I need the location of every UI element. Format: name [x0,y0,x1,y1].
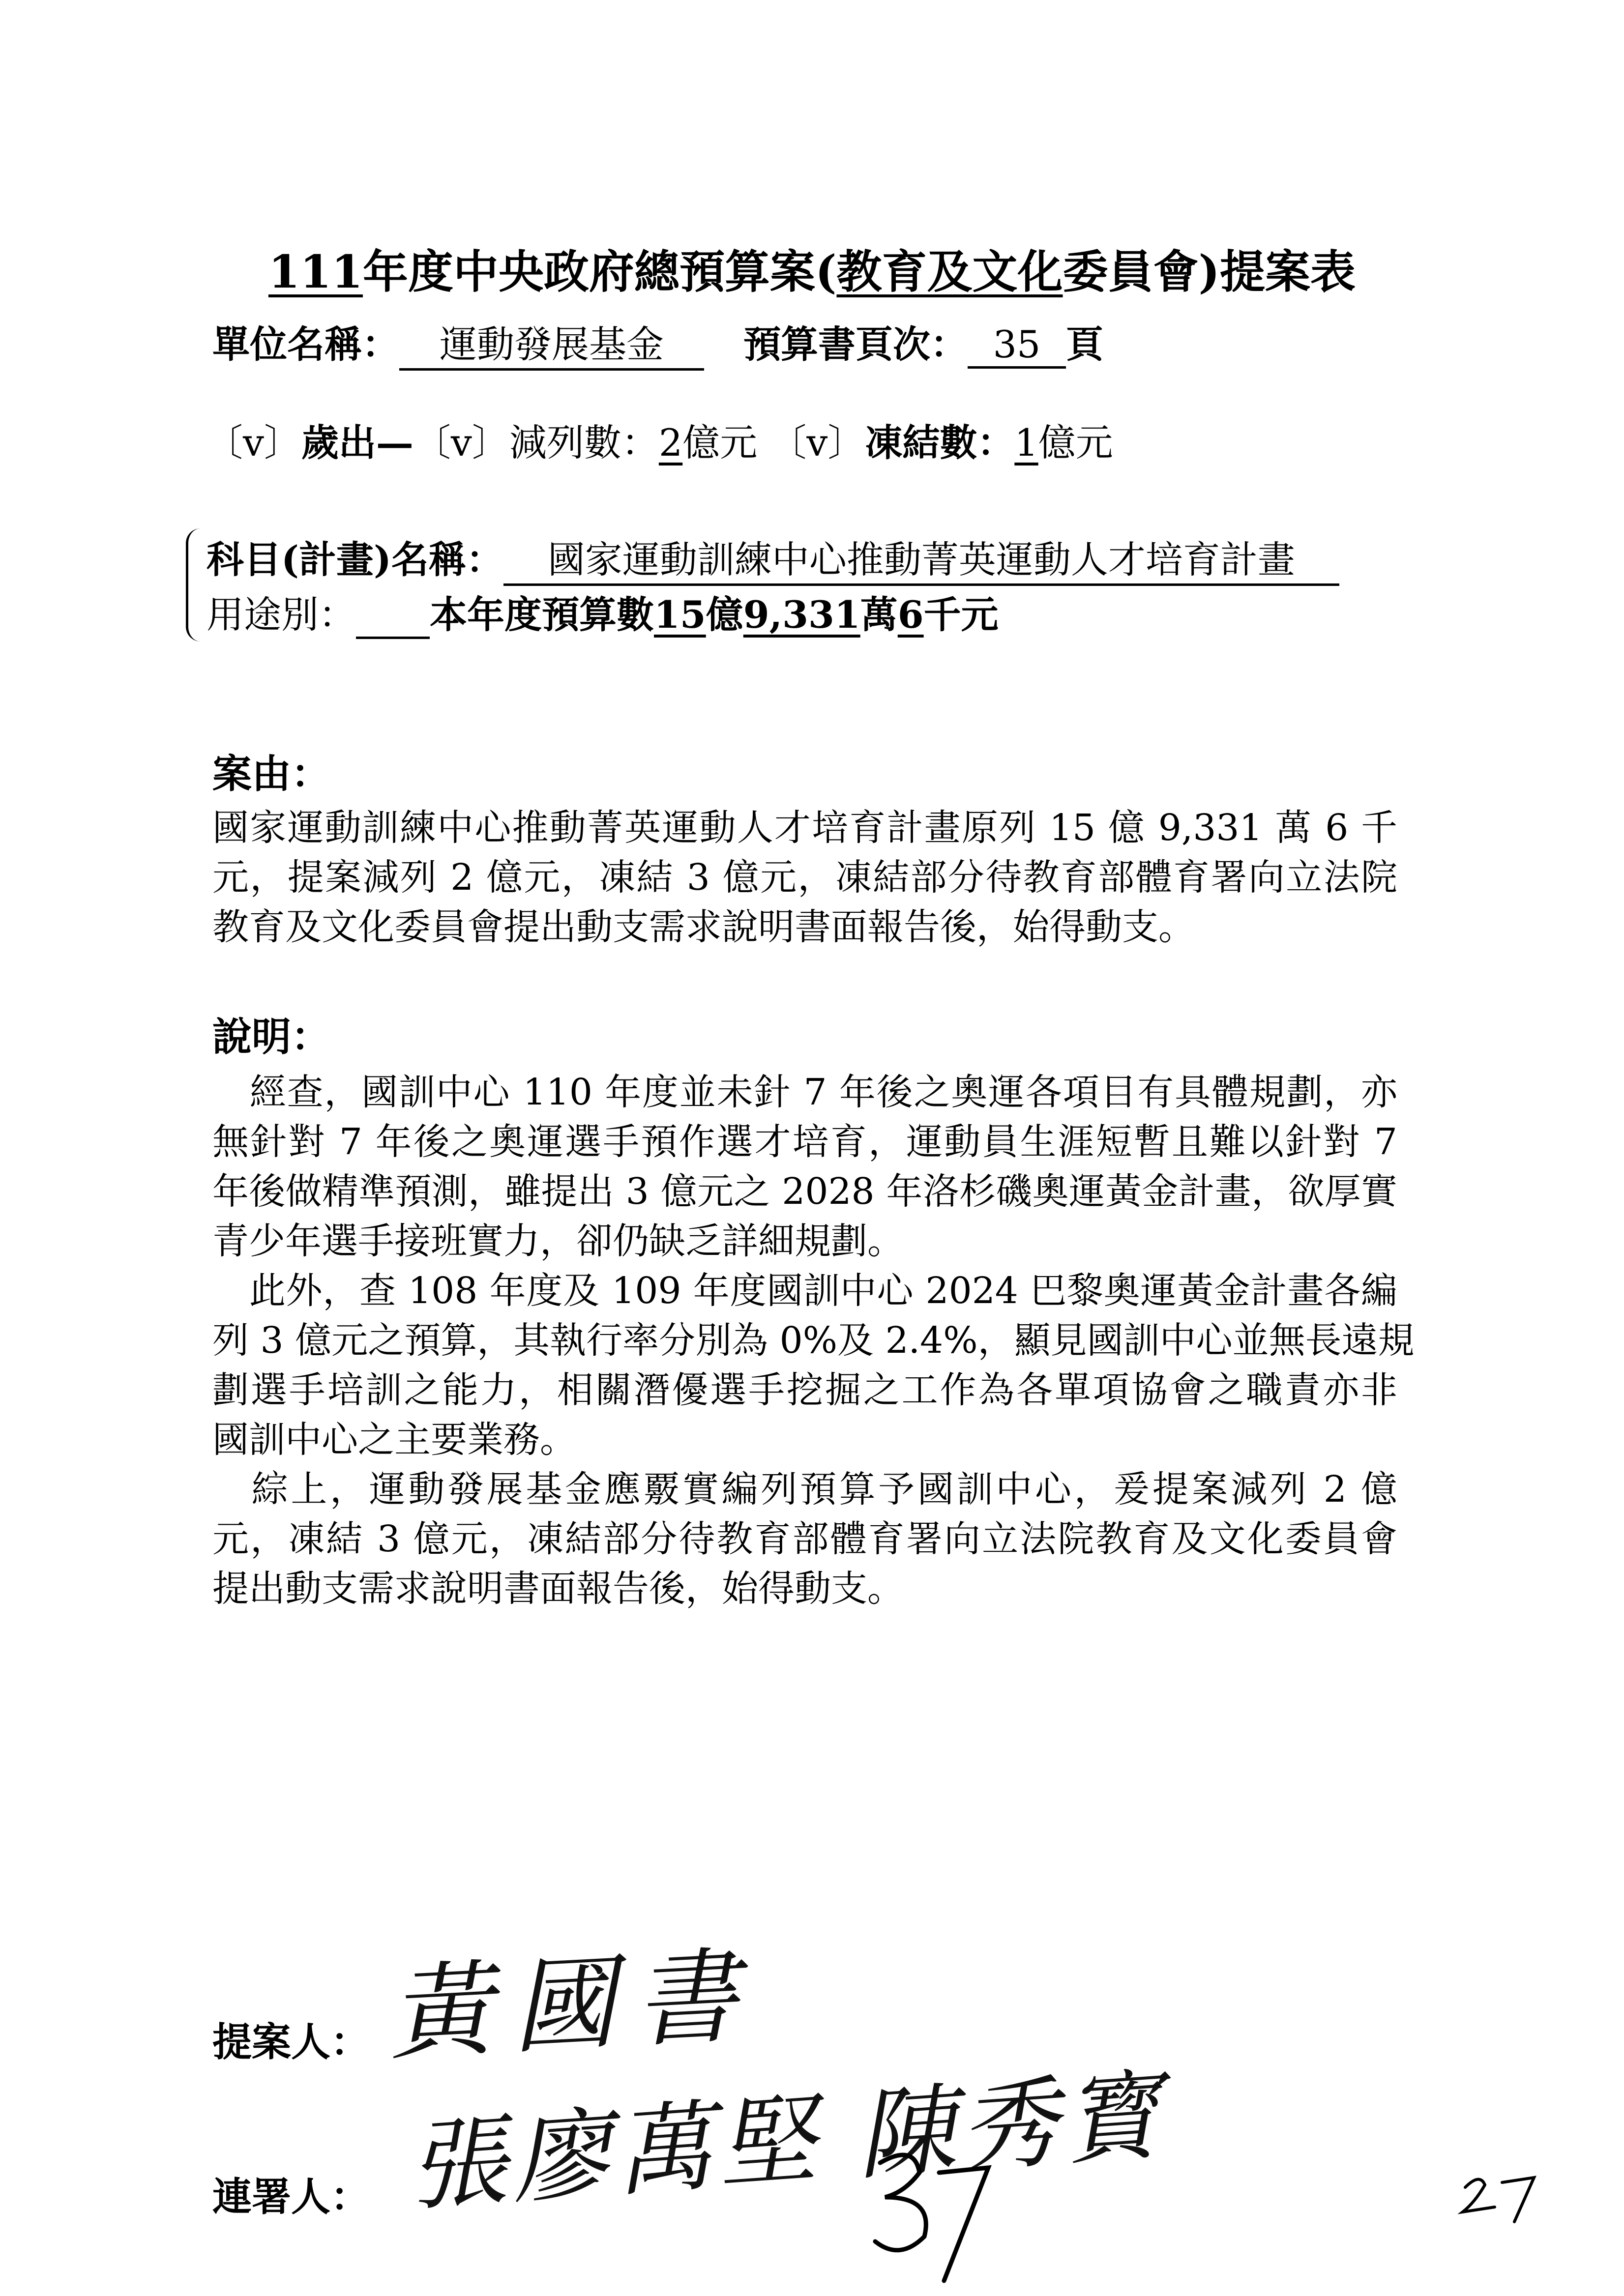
title-year: 111 [268,245,363,298]
cut-unit: 億元 [682,421,758,465]
unit-value: 運動發展基金 [399,315,704,371]
reason-heading: 案由： [212,751,330,797]
explanation-line: 列 3 億元之預算，其執行率分別為 0%及 2.4%，顯見國訓中心並無長遠規 [212,1319,1415,1362]
subject-label: 科目(計畫)名稱： [207,538,503,581]
cosigner-signatures: 張廖萬堅 陳秀寳 [405,2058,1170,2225]
freeze-checkbox: 〔v〕 [769,421,865,465]
budget-qian-unit: 千元 [923,593,999,637]
cut-label: 減列數： [509,421,659,465]
freeze-label: 凍結數： [865,421,1015,465]
budget-wan-unit: 萬 [860,593,898,637]
explanation-line: 青少年選手接班實力，卻仍缺乏詳細規劃。 [212,1220,904,1262]
unit-row [212,315,1103,371]
budget-yi-unit: 億 [706,593,743,637]
subject-value: 國家運動訓練中心推動菁英運動人才培育計畫 [503,530,1339,586]
expense-label: 歲出— [301,421,413,465]
proposer-label: 提案人： [212,2019,370,2065]
usage-row [207,585,999,639]
budget-wan-value: 9,331 [743,593,860,637]
subject-row [207,530,1339,586]
handwritten-number-37 [870,2143,998,2291]
title-committee: 教育及文化 [836,245,1063,298]
cut-value: 2 [658,421,683,465]
budget-prefix: 本年度預算數 [430,593,654,637]
reason-line: 教育及文化委員會提出動支需求說明書面報告後，始得動支。 [212,906,1195,948]
budget-qian-value: 6 [897,593,924,637]
explanation-line: 此外，查 108 年度及 109 年度國訓中心 2024 巴黎奧運黃金計畫各編 [212,1270,1397,1312]
options-row [206,413,1113,466]
proposer-signature: 黃國書 [385,1935,761,2075]
explanation-line: 經查，國訓中心 110 年度並未針 7 年後之奧運各項目有具體規劃，亦 [212,1071,1397,1113]
page-value: 35 [968,322,1066,369]
title-text-b: 委員會)提案表 [1063,245,1356,298]
unit-label: 單位名稱： [212,322,399,366]
explanation-line: 元，凍結 3 億元，凍結部分待教育部體育署向立法院教育及文化委員會 [212,1518,1397,1560]
explanation-line: 提出動支需求說明書面報告後，始得動支。 [212,1568,904,1610]
usage-label: 用途別： [207,593,356,637]
explanation-line: 年後做精準預測，雖提出 3 億元之 2028 年洛杉磯奧運黃金計畫，欲厚實 [212,1170,1397,1213]
title-text-a: 年度中央政府總預算案( [362,245,837,298]
explanation-line: 國訓中心之主要業務。 [212,1419,576,1461]
page-label: 預算書頁次： [743,322,968,366]
explanation-line: 綜上，運動發展基金應覈實編列預算予國訓中心，爰提案減列 2 億 [212,1468,1397,1511]
document-title [0,236,1624,301]
explanation-line: 劃選手培訓之能力，相關潛優選手挖掘之工作為各單項協會之職責亦非 [212,1369,1397,1411]
page-suffix: 頁 [1066,322,1103,366]
reason-line: 國家運動訓練中心推動菁英運動人才培育計畫原列 15 億 9,331 萬 6 千 [212,807,1397,849]
reason-line: 元，提案減列 2 億元，凍結 3 億元，凍結部分待教育部體育署向立法院 [212,856,1397,899]
explanation-line: 無針對 7 年後之奧運選手預作選才培育，運動員生涯短暫且難以針對 7 [212,1121,1397,1163]
budget-yi-value: 15 [654,593,706,637]
expense-checkbox: 〔v〕 [206,421,301,465]
page-mark [1455,2158,1544,2227]
freeze-unit: 億元 [1038,421,1113,465]
cosigner-label: 連署人： [212,2174,370,2220]
cut-checkbox: 〔v〕 [413,421,509,465]
explanation-heading: 說明： [212,1014,330,1060]
subject-bracket [186,528,203,641]
freeze-value: 1 [1014,421,1038,465]
